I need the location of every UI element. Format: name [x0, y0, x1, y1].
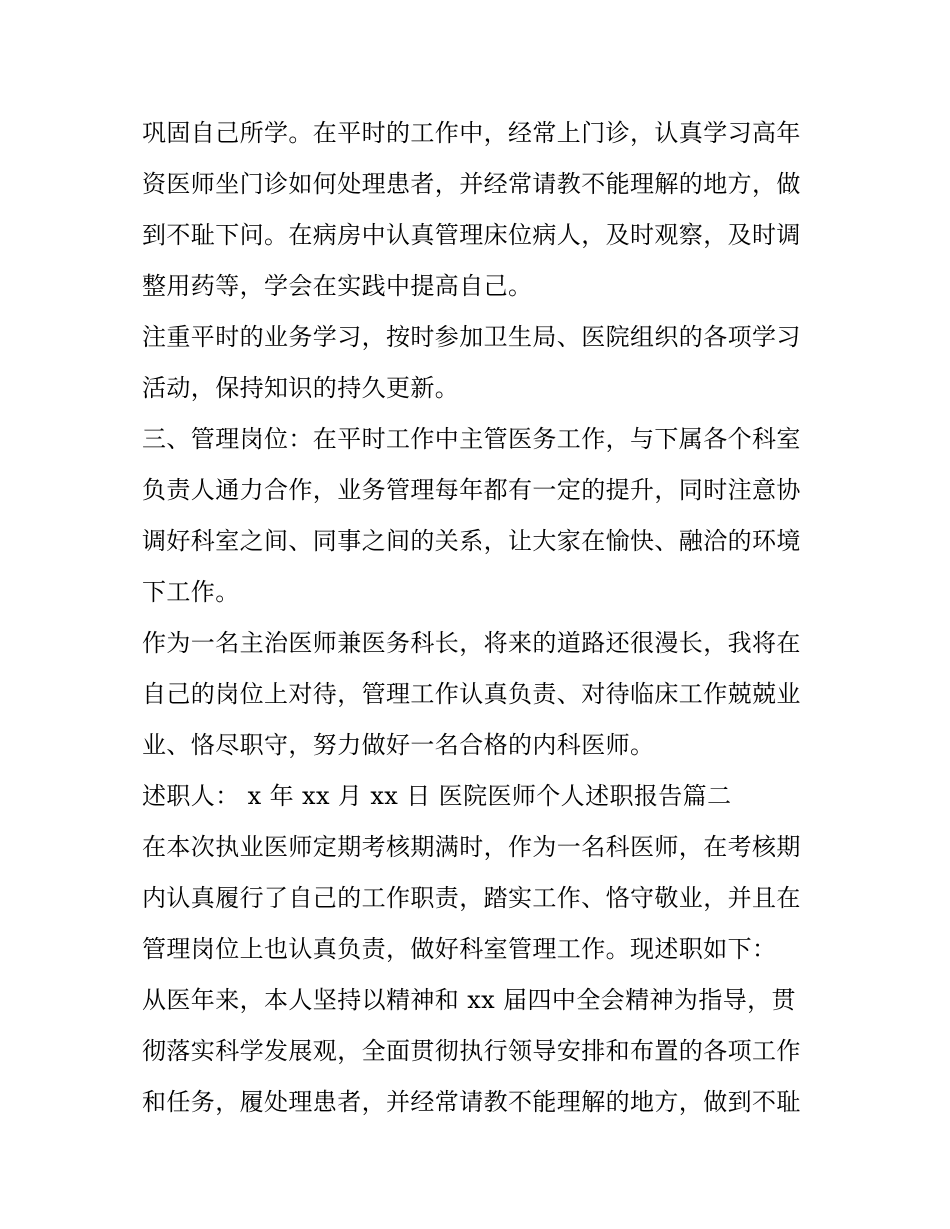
text-line: 整用药等，学会在实践中提高自己。 — [142, 272, 533, 300]
text-line: 调好科室之间、同事之间的关系，让大家在愉快、融洽的环境 — [142, 527, 801, 555]
text-line: 自己的岗位上对待，管理工作认真负责、对待临床工作兢兢业 — [142, 680, 801, 708]
text-line: 业、恪尽职守，努力做好一名合格的内科医师。 — [142, 731, 655, 759]
text-line: 巩固自己所学。在平时的工作中，经常上门诊，认真学习高年 — [142, 119, 801, 147]
text-line: 资医师坐门诊如何处理患者，并经常请教不能理解的地方，做 — [142, 170, 801, 198]
text-line: 活动，保持知识的持久更新。 — [142, 374, 460, 402]
signature-line: 述职人： x 年 xx 月 xx 日 医院医师个人述职报告篇二 — [142, 782, 732, 810]
text-line: 和任务，履处理患者，并经常请教不能理解的地方，做到不耻 — [142, 1088, 801, 1116]
text-line: 负责人通力合作，业务管理每年都有一定的提升，同时注意协 — [142, 476, 801, 504]
body-text — [142, 108, 822, 1128]
text-line: 彻落实科学发展观，全面贯彻执行领导安排和布置的各项工作 — [142, 1037, 801, 1065]
text-line: 从医年来，本人坚持以精神和 xx 届四中全会精神为指导，贯 — [142, 986, 796, 1014]
text-line: 注重平时的业务学习，按时参加卫生局、医院组织的各项学习 — [142, 323, 801, 351]
section-heading-line: 三、管理岗位：在平时工作中主管医务工作，与下属各个科室 — [142, 425, 801, 453]
text-line: 作为一名主治医师兼医务科长，将来的道路还很漫长，我将在 — [142, 629, 801, 657]
text-line: 内认真履行了自己的工作职责，踏实工作、恪守敬业，并且在 — [142, 884, 801, 912]
text-line: 到不耻下问。在病房中认真管理床位病人，及时观察，及时调 — [142, 221, 801, 249]
text-line: 下工作。 — [142, 578, 240, 606]
text-line: 在本次执业医师定期考核期满时，作为一名科医师，在考核期 — [142, 833, 801, 861]
text-line: 管理岗位上也认真负责，做好科室管理工作。现述职如下： — [142, 935, 777, 963]
